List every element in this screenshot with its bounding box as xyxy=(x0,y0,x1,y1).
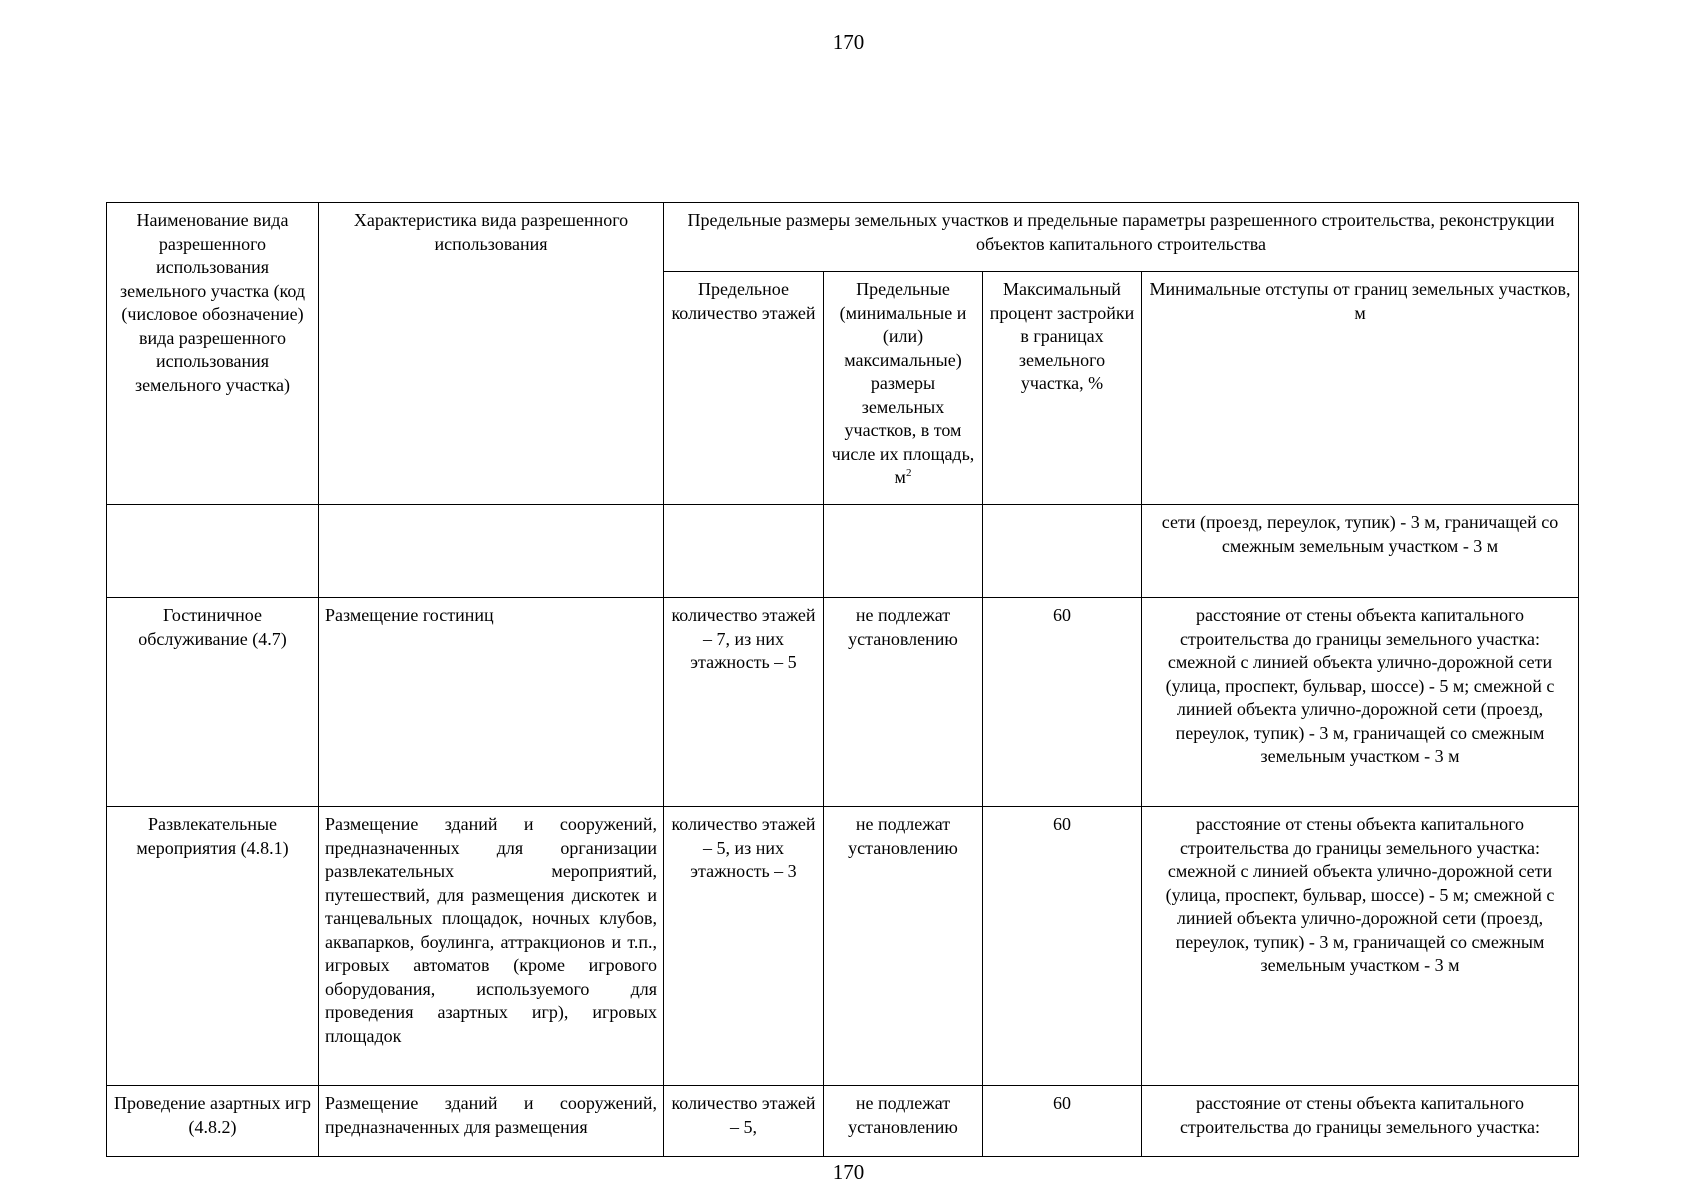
header-limits-group: Предельные размеры земельных участков и предельные параметры разрешенного строительства, реконструкции объектов капитального строительства xyxy=(664,203,1579,272)
header-row-1 xyxy=(107,203,1579,272)
header-land-use-name: Наименование вида разрешенного использования земельного участка (код (числовое обозначение) вида разрешенного использования земельного участка) xyxy=(107,203,319,505)
cell-description: Размещение гостиниц xyxy=(319,598,664,807)
cell-sizes: не подлежат установлению xyxy=(824,598,983,807)
cell-percent: 60 xyxy=(983,807,1142,1086)
cell-description: Размещение зданий и сооружений, предназначенных для размещения xyxy=(319,1086,664,1157)
cell-setbacks: сети (проезд, переулок, тупик) - 3 м, граничащей со смежным земельным участком - 3 м xyxy=(1142,505,1579,598)
cell-percent: 60 xyxy=(983,598,1142,807)
header-plot-sizes xyxy=(824,272,983,505)
cell-floors: количество этажей – 5, xyxy=(664,1086,824,1157)
table-row xyxy=(107,505,1579,598)
cell-name: Развлекательные мероприятия (4.8.1) xyxy=(107,807,319,1086)
cell-percent: 60 xyxy=(983,1086,1142,1157)
cell-setbacks: расстояние от стены объекта капитального строительства до границы земельного участка: xyxy=(1142,1086,1579,1157)
cell-name: Гостиничное обслуживание (4.7) xyxy=(107,598,319,807)
table-row xyxy=(107,1086,1579,1157)
header-plot-sizes-sup: 2 xyxy=(905,467,912,479)
cell-name xyxy=(107,505,319,598)
cell-name: Проведение азартных игр (4.8.2) xyxy=(107,1086,319,1157)
cell-floors: количество этажей – 5, из них этажность – 3 xyxy=(664,807,824,1086)
header-max-percent: Максимальный процент застройки в границах земельного участка, % xyxy=(983,272,1142,505)
cell-setbacks: расстояние от стены объекта капитального строительства до границы земельного участка: смежной с линией объекта улично-дорожной сети (улица, проспект, бульвар, шоссе) - 5 м; смежной с линией объекта улично-дорожной сети (проезд, переулок, тупик) - 3 м, граничащей со смежным земельным участком - 3 м xyxy=(1142,598,1579,807)
cell-description: Размещение зданий и сооружений, предназначенных для организации развлекательных мероприятий, путешествий, для размещения дискотек и танцевальных площадок, ночных клубов, аквапарков, боулинга, аттракционов и т.п., игровых автоматов (кроме игрового оборудования, используемого для проведения азартных игр), игровых площадок xyxy=(319,807,664,1086)
land-use-table xyxy=(106,202,1579,1157)
cell-percent xyxy=(983,505,1142,598)
header-plot-sizes-text: Предельные (минимальные и (или) максимальные) размеры земельных участков, в том числе их площадь, м xyxy=(831,279,975,487)
header-land-use-description: Характеристика вида разрешенного использования xyxy=(319,203,664,505)
page-number-top: 170 xyxy=(832,30,865,54)
cell-sizes xyxy=(824,505,983,598)
header-floors: Предельное количество этажей xyxy=(664,272,824,505)
table-row xyxy=(107,598,1579,807)
page-number-bottom: 170 xyxy=(832,1160,865,1184)
cell-floors: количество этажей – 7, из них этажность – 5 xyxy=(664,598,824,807)
cell-description xyxy=(319,505,664,598)
table-row xyxy=(107,807,1579,1086)
cell-floors xyxy=(664,505,824,598)
cell-sizes: не подлежат установлению xyxy=(824,1086,983,1157)
header-min-setbacks: Минимальные отступы от границ земельных участков, м xyxy=(1142,272,1579,505)
cell-sizes: не подлежат установлению xyxy=(824,807,983,1086)
cell-setbacks: расстояние от стены объекта капитального строительства до границы земельного участка: смежной с линией объекта улично-дорожной сети (улица, проспект, бульвар, шоссе) - 5 м; смежной с линией объекта улично-дорожной сети (проезд, переулок, тупик) - 3 м, граничащей со смежным земельным участком - 3 м xyxy=(1142,807,1579,1086)
